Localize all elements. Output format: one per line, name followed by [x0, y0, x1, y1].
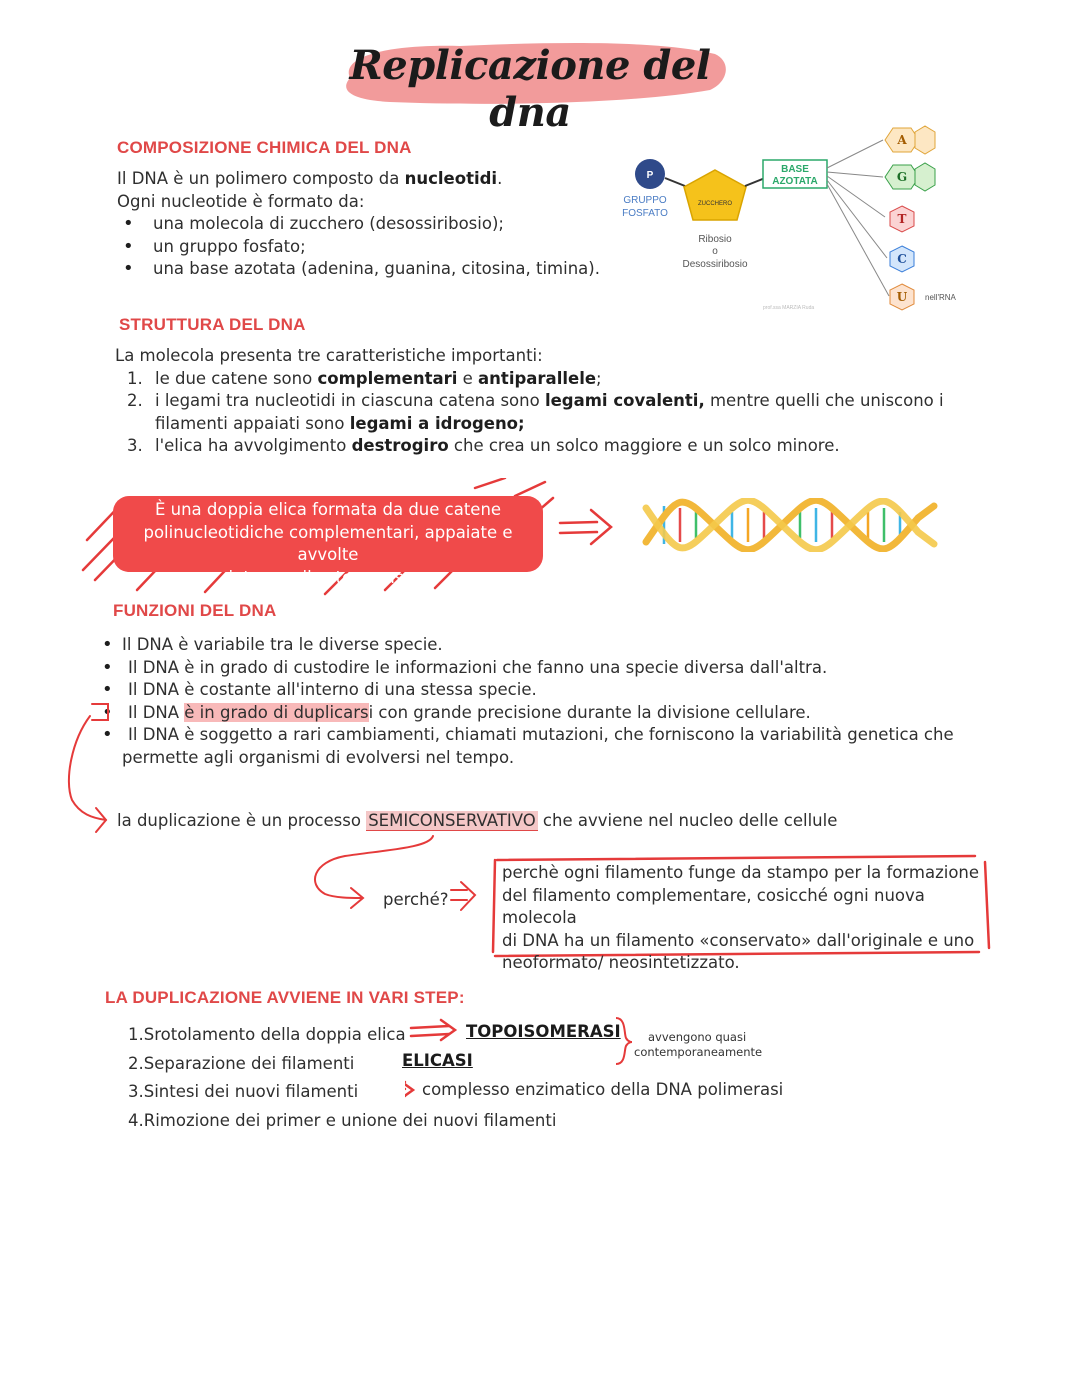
- list-item: • Il DNA è in grado di duplicarsi con grande precisione durante la divisione cellulare.: [96, 702, 954, 725]
- callout-text: [113, 499, 543, 589]
- step-item: 4.Rimozione dei primer e unione dei nuovi filamenti: [128, 1110, 557, 1130]
- curved-arrow-icon: [62, 700, 122, 840]
- sugar-caption-2: o: [712, 246, 718, 257]
- step-item: 2.Separazione dei filamenti: [128, 1053, 355, 1073]
- nucleotide-components-list: [117, 213, 600, 281]
- section-heading-functions: FUNZIONI DEL DNA: [113, 601, 277, 620]
- curly-brace-icon: [612, 1014, 636, 1066]
- simultaneous-note: [634, 1030, 762, 1060]
- note-line-2: contemporaneamente: [634, 1045, 763, 1059]
- base-label-2: AZOTATA: [772, 176, 818, 187]
- sugar-caption-1: Ribosio: [698, 234, 732, 245]
- section-heading-structure: STRUTTURA DEL DNA: [119, 315, 306, 334]
- callout-line-2: polinucleotidiche complementari, appaiate e avvolte: [143, 522, 513, 564]
- composition-line-1: Il DNA è un polimero composto da nucleotidi.: [117, 169, 503, 188]
- answer-text: [502, 862, 992, 975]
- base-a: A: [897, 133, 907, 147]
- double-arrow-icon: [555, 508, 617, 548]
- list-item: • Il DNA è variabile tra le diverse specie.: [96, 634, 954, 657]
- enzyme-elicasi: ELICASI: [402, 1051, 473, 1070]
- step-item: 3.Sintesi dei nuovi filamenti: [128, 1082, 359, 1101]
- answer-line-2: del filamento complementare, cosicché ogni nuova molecola: [502, 885, 925, 927]
- list-item: • una molecola di zucchero (desossiribosio);: [117, 213, 600, 236]
- composition-line-2: Ogni nucleotide è formato da:: [117, 191, 365, 211]
- semiconservativo-highlight: SEMICONSERVATIVO: [368, 811, 536, 830]
- structure-list: [115, 368, 944, 458]
- diagram-credit: prof.ssa MARZIA Ruda: [763, 305, 815, 311]
- base-g: G: [896, 170, 908, 184]
- sugar-label: ZUCCHERO: [698, 201, 732, 207]
- answer-line-3: di DNA ha un filamento «conservato» dall'originale e uno: [502, 930, 975, 950]
- enzyme-polimerasi: complesso enzimatico della DNA polimerasi: [422, 1080, 784, 1099]
- title-block: [330, 28, 730, 136]
- step-item: 1.Srotolamento della doppia elica: [128, 1025, 406, 1044]
- list-item: • un gruppo fosfato;: [117, 236, 600, 259]
- base-label-1: BASE: [781, 164, 809, 175]
- functions-bullets: [96, 634, 954, 769]
- callout-line-3: intorno allo stesso asse.: [228, 567, 428, 587]
- base-c: C: [897, 252, 907, 266]
- list-item: • Il DNA è costante all'interno di una stessa specie.: [96, 679, 954, 702]
- page-title: Replicazione del dna: [349, 42, 711, 136]
- phosphate-label-2: FOSFATO: [622, 208, 668, 219]
- phosphate-letter: P: [646, 170, 654, 181]
- enzyme-topoisomerasi: TOPOISOMERASI: [466, 1022, 621, 1041]
- nucleotide-diagram: [615, 120, 980, 315]
- functions-list: [96, 634, 954, 769]
- phosphate-label-1: GRUPPO: [623, 195, 667, 206]
- list-item: • una base azotata (adenina, guanina, citosina, timina).: [117, 258, 600, 281]
- list-item: 2. i legami tra nucleotidi in ciascuna catena sono legami covalenti, mentre quelli che uniscono i filamenti appaiati sono legami a idrogeno;: [127, 391, 944, 433]
- base-u: U: [896, 290, 908, 304]
- base-t: T: [897, 212, 907, 226]
- structure-intro: La molecola presenta tre caratteristiche importanti:: [115, 346, 543, 365]
- composition-paragraph: [117, 168, 600, 281]
- answer-line-1: perchè ogni filamento funge da stampo per la formazione: [502, 863, 980, 882]
- section-heading-steps: LA DUPLICAZIONE AVVIENE IN VARI STEP:: [105, 988, 465, 1007]
- sugar-pentagon: [684, 170, 746, 220]
- list-item: 3. l'elica ha avvolgimento destrogiro che crea un solco maggiore e un solco minore.: [127, 436, 840, 455]
- section-heading-composition: COMPOSIZIONE CHIMICA DEL DNA: [117, 138, 412, 157]
- list-item: 1. le due catene sono complementari e antiparallele;: [127, 368, 602, 388]
- list-item: • Il DNA è in grado di custodire le informazioni che fanno una specie diversa dall'altra.: [96, 657, 954, 680]
- sugar-caption-3: Desossiribosio: [682, 259, 748, 270]
- note-line-1: avvengono quasi: [648, 1030, 747, 1044]
- list-item: • Il DNA è soggetto a rari cambiamenti, chiamati mutazioni, che forniscono la variabilità genetica che permette agli organismi di evolversi nel tempo.: [96, 724, 954, 769]
- structure-paragraph: [115, 345, 944, 458]
- dna-helix-illustration: [640, 498, 940, 552]
- rna-note: nell'RNA: [925, 293, 956, 302]
- answer-line-4: neoformato/ neosintetizzato.: [502, 953, 740, 972]
- duplication-sentence: la duplicazione è un processo SEMICONSERVATIVO che avviene nel nucleo delle cellule: [117, 811, 838, 830]
- callout-line-1: È una doppia elica formata da due catene: [154, 500, 502, 519]
- why-question: perché?: [383, 890, 449, 909]
